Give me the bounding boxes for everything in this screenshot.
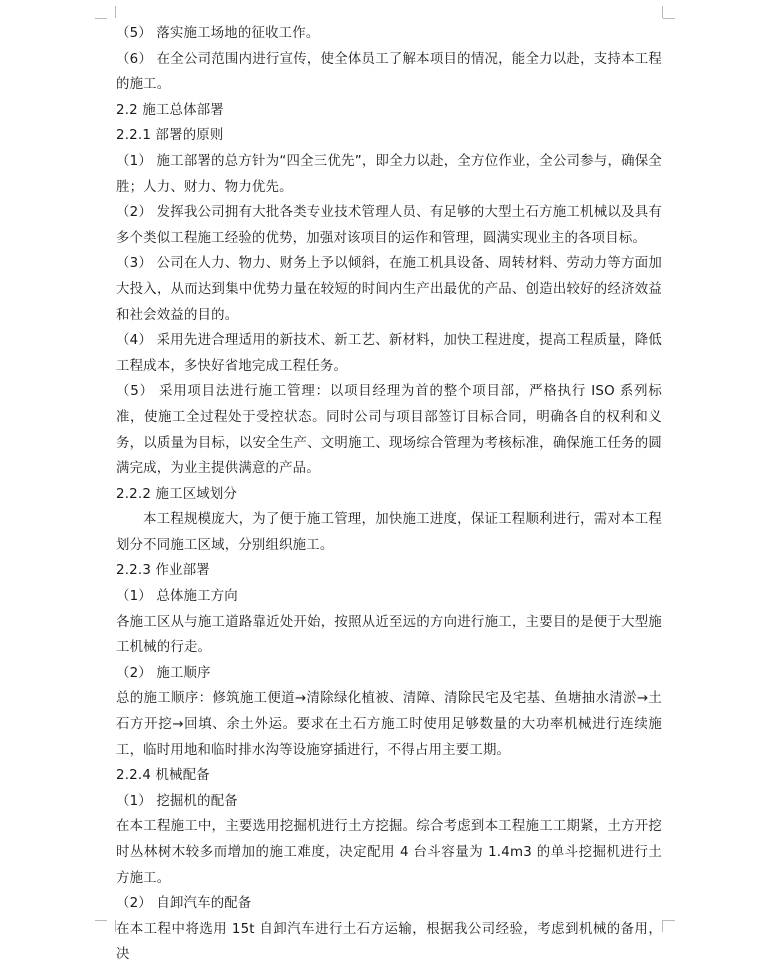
subsection-heading: 2.2.4 机械配备 bbox=[116, 768, 210, 784]
subsection-heading: 2.2.2 施工区域划分 bbox=[116, 486, 238, 502]
margin-mark-top-right bbox=[662, 6, 673, 18]
document-body bbox=[116, 21, 662, 968]
list-item: （1） 总体施工方向 bbox=[116, 589, 238, 605]
section-heading: 2.2 施工总体部署 bbox=[116, 102, 224, 118]
margin-mark-top-right-h bbox=[663, 18, 675, 19]
paragraph: 总的施工顺序：修筑施工便道→清除绿化植被、清障、清除民宅及宅基、鱼塘抽水清淤→土石方开挖→回填、余土外运。要求在土石方施工时使用足够数量的大功率机械进行连续施工，临时用地和临时排水沟等设施穿插进行，不得占用主要工期。 bbox=[116, 691, 662, 758]
list-item: （5） 落实施工场地的征收工作。 bbox=[116, 26, 320, 41]
paragraph: 各施工区从与施工道路靠近处开始，按照从近至远的方向进行施工，主要目的是便于大型施工机械的行走。 bbox=[116, 614, 662, 656]
margin-mark-bottom-right bbox=[662, 920, 673, 932]
list-item: （2） 自卸汽车的配备 bbox=[116, 896, 252, 912]
subsection-heading: 2.2.1 部署的原则 bbox=[116, 128, 224, 144]
list-item: （4） 采用先进合理适用的新技术、新工艺、新材料，加快工程进度，提高工程质量，降低工程成本，多快好省地完成工程任务。 bbox=[116, 333, 662, 374]
list-item: （1） 施工部署的总方针为“四全三优先”，即全力以赴，全方位作业，全公司参与，确保全胜；人力、财力、物力优先。 bbox=[116, 153, 662, 195]
margin-mark-bottom-left-h bbox=[95, 920, 107, 921]
margin-mark-bottom-left bbox=[105, 920, 116, 932]
margin-mark-bottom-right-h bbox=[663, 920, 675, 921]
list-item: （5） 采用项目法进行施工管理：以项目经理为首的整个项目部，严格执行 ISO 系列标准，使施工全过程处于受控状态。同时公司与项目部签订目标合同，明确各自的权利和义务，以质量为目标，以安全生产、文明施工、现场综合管理为考核标准，确保施工任务的圆满完成，为业主提供满意的产品。 bbox=[116, 384, 662, 477]
subsection-heading: 2.2.3 作业部署 bbox=[116, 563, 210, 579]
list-item: （2） 施工顺序 bbox=[116, 665, 211, 681]
list-item: （1） 挖掘机的配备 bbox=[116, 793, 238, 809]
margin-mark-top-left bbox=[105, 6, 116, 18]
paragraph: 在本工程中将选用 15t 自卸汽车进行土石方运输，根据我公司经验，考虑到机械的备用，决 bbox=[116, 921, 662, 963]
list-item: （2） 发挥我公司拥有大批各类专业技术管理人员、有足够的大型土石方施工机械以及具有多个类似工程施工经验的优势，加强对该项目的运作和管理，圆满实现业主的各项目标。 bbox=[116, 205, 662, 246]
paragraph: 在本工程施工中，主要选用挖掘机进行土方挖掘。综合考虑到本工程施工工期紧，土方开挖时丛林树木较多而增加的施工难度，决定配用 4 台斗容量为 1.4m3 的单斗挖掘机进行土方施工。 bbox=[116, 819, 662, 886]
paragraph: 本工程规模庞大，为了便于施工管理，加快施工进度，保证工程顺利进行，需对本工程划分不同施工区域，分别组织施工。 bbox=[116, 512, 662, 553]
list-item: （6） 在全公司范围内进行宣传，使全体员工了解本项目的情况，能全力以赴，支持本工程的施工。 bbox=[116, 51, 662, 93]
margin-mark-top-left-h bbox=[95, 18, 107, 19]
list-item: （3） 公司在人力、物力、财务上予以倾斜，在施工机具设备、周转材料、劳动力等方面加大投入，从而达到集中优势力量在较短的时间内生产出最优的产品、创造出较好的经济效益和社会效益的目的。 bbox=[116, 256, 662, 323]
